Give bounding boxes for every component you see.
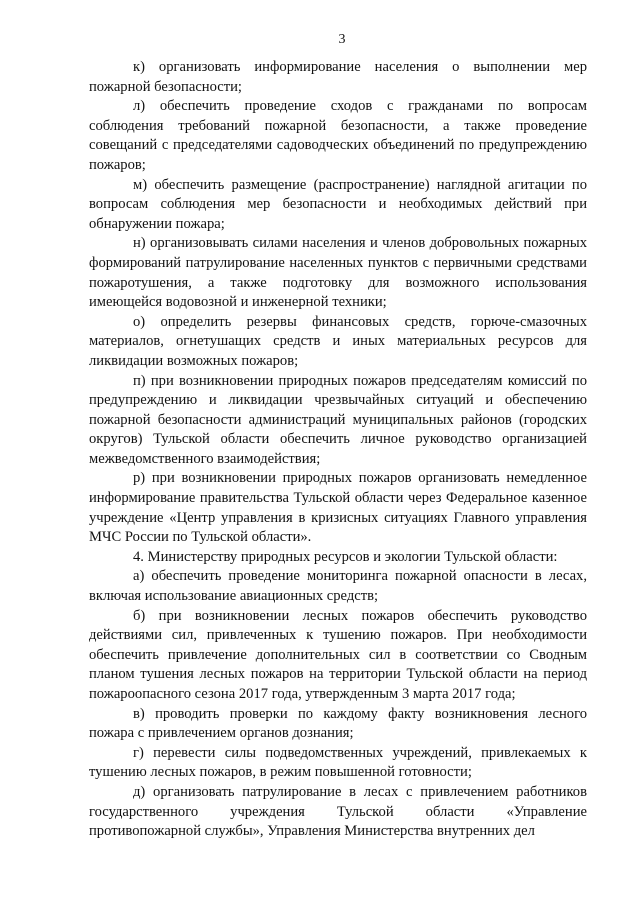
paragraph-4d: д) организовать патрулирование в лесах с привлечением работников государственного учреждения Тульской области «Управление противопожарной службы», Управления Министерства внутренних дел (89, 783, 587, 840)
paragraph-r: р) при возникновении природных пожаров организовать немедленное информирование правительства Тульской области через Федеральное казенное учреждение «Центр управления в кризисных ситуациях Главного управления МЧС России по Тульской области». (89, 470, 587, 546)
paragraph-4a: а) обеспечить проведение мониторинга пожарной опасности в лесах, включая использование авиационных средств; (89, 568, 587, 605)
paragraph-4g: г) перевести силы подведомственных учреждений, привлекаемых к тушению лесных пожаров, в режим повышенной готовности; (89, 744, 587, 781)
document-body (89, 58, 587, 842)
page-number: 3 (338, 32, 346, 47)
paragraph-4v: в) проводить проверки по каждому факту возникновения лесного пожара с привлечением органов дознания; (89, 705, 587, 742)
paragraph-p: п) при возникновении природных пожаров председателям комиссий по предупреждению и ликвидации чрезвычайных ситуаций и обеспечению пожарной безопасности администраций муниципальных районов (городских округов) Тульской области обеспечить личное руководство организацией межведомственного взаимодействия; (89, 372, 587, 467)
section-4-heading: 4. Министерству природных ресурсов и экологии Тульской области: (133, 548, 558, 565)
paragraph-o: о) определить резервы финансовых средств, горюче-смазочных материалов, огнетушащих средств и иных материальных ресурсов для ликвидации возможных пожаров; (89, 313, 587, 369)
paragraph-m: м) обеспечить размещение (распространение) наглядной агитации по вопросам соблюдения мер безопасности и необходимых действий при обнаружении пожара; (89, 176, 587, 232)
paragraph-n: н) организовывать силами населения и членов добровольных пожарных формирований патрулирование населенных пунктов с первичными средствами пожаротушения, а также подготовку для возможного использования имеющейся водовозной и инженерной техники; (89, 235, 587, 311)
paragraph-k: к) организовать информирование населения о выполнении мер пожарной безопасности; (89, 59, 587, 95)
paragraph-l: л) обеспечить проведение сходов с гражданами по вопросам соблюдения требований пожарной безопасности, а также проведение совещаний с председателями садоводческих объединений по предупреждению пожаров; (89, 98, 587, 173)
paragraph-4b: б) при возникновении лесных пожаров обеспечить руководство действиями сил, привлеченных к тушению пожаров. При необходимости обеспечить привлечение дополнительных сил в соответствии со Сводным планом тушения лесных пожаров на территории Тульской области на период пожароопасного сезона 2017 года, утвержденным 3 марта 2017 года; (89, 607, 587, 702)
